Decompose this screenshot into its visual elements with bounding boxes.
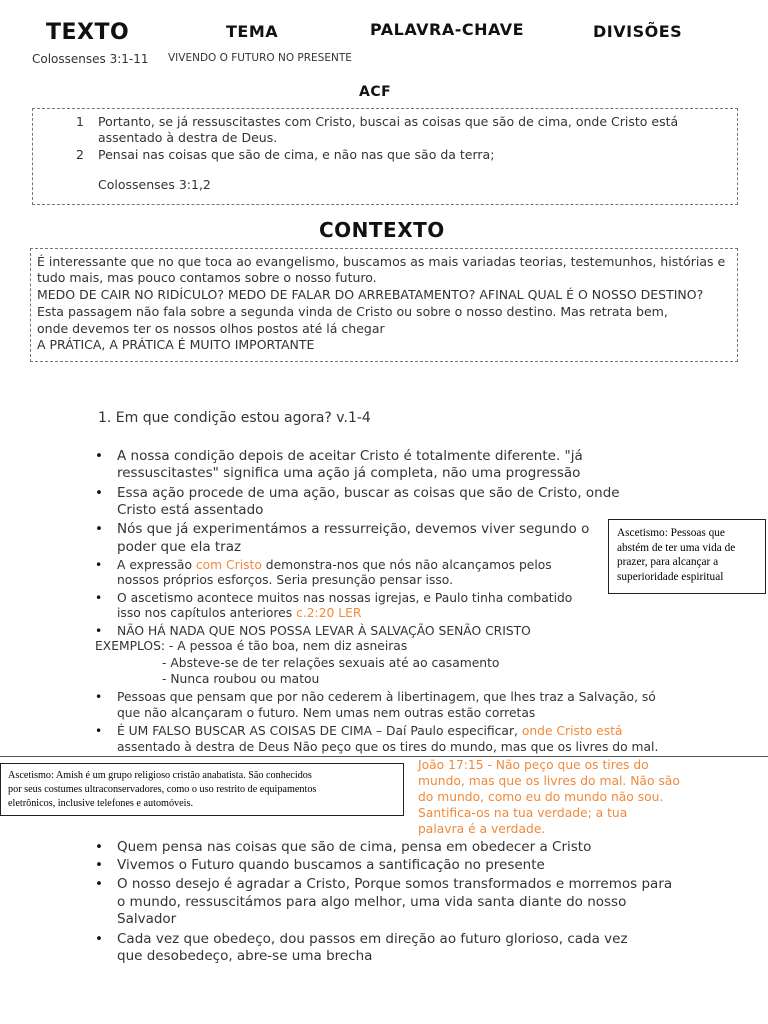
note-left-line: eletrônicos, inclusive telefones e automóveis. xyxy=(8,798,194,809)
header-divisoes: DIVISÕES xyxy=(593,22,683,41)
note-right-line: abstém de ter uma vida de xyxy=(617,541,736,554)
joao-line: Santifica-os na tua verdade; a tua xyxy=(418,806,628,820)
bullet-condicao-cont: ressuscitastes" significa uma ação já completa, não uma progressão xyxy=(117,465,581,481)
note-right-line: superioridade espiritual xyxy=(617,570,724,583)
joao-line: João 17:15 - Não peço que os tires do xyxy=(418,758,649,772)
contexto-line: É interessante que no que toca ao evangelismo, buscamos as mais variadas teorias, testemunhos, histórias e xyxy=(37,254,726,269)
bullet-santificacao: • Vivemos o Futuro quando buscamos a santificação no presente xyxy=(117,857,545,874)
header-tema-valor: VIVENDO O FUTURO NO PRESENTE xyxy=(168,52,352,64)
note-right-line: Ascetismo: Pessoas que xyxy=(617,527,725,539)
note-right-line: prazer, para alcançar a xyxy=(617,556,719,568)
bullet-expressao-cont: nossos próprios esforços. Seria presunção pensar isso. xyxy=(117,573,454,587)
note-left-line: Ascetismo: Amish é um grupo religioso cristão anabatista. São conhecidos xyxy=(8,770,312,781)
verse-1-line-b: assentado à destra de Deus. xyxy=(98,130,278,145)
bullet-ascetismo-cont xyxy=(117,606,361,621)
falso-buscar-highlight: onde Cristo está xyxy=(521,724,623,738)
bullet-agradar-cont-2: Salvador xyxy=(117,911,177,927)
note-left-line: por seus costumes ultraconservadores, como o uso restrito de equipamentos xyxy=(8,784,317,795)
note-joao-17-15 xyxy=(418,757,680,837)
bullet-obedeco: • Cada vez que obedeço, dou passos em direção ao futuro glorioso, cada vez xyxy=(117,931,628,948)
bullet-ressurreicao: • Nós que já experimentámos a ressurreição, devemos viver segundo o xyxy=(117,521,589,538)
bullet-libertinagem-cont: que não alcançaram o futuro. Nem umas nem outras estão corretas xyxy=(117,706,536,720)
section-1-heading: 1. Em que condição estou agora? v.1-4 xyxy=(98,410,371,426)
verse-2-number: 2 xyxy=(76,147,84,162)
expressao-pre: A expressão xyxy=(117,558,196,572)
bullet-obedeco-cont: que desobedeço, abre-se uma brecha xyxy=(117,948,373,964)
bullet-agradar: • O nosso desejo é agradar a Cristo, Porque somos transformados e morremos para xyxy=(117,876,672,893)
header-tema: TEMA xyxy=(226,22,279,41)
acf-reference: Colossenses 3:1,2 xyxy=(98,177,211,192)
bullet-acao: • Essa ação procede de uma ação, buscar as coisas que são de Cristo, onde xyxy=(117,485,620,502)
bullet-ressurreicao-cont: poder que ela traz xyxy=(117,539,242,555)
bullet-falso-buscar xyxy=(117,724,622,739)
header-texto: TEXTO xyxy=(46,20,130,45)
acf-title: ACF xyxy=(359,84,392,100)
expressao-highlight: com Cristo xyxy=(195,558,262,572)
note-ascetismo-definicao xyxy=(608,519,766,594)
falso-buscar-pre: É UM FALSO BUSCAR AS COISAS DE CIMA – Daí Paulo especificar, xyxy=(117,724,522,738)
note-ascetismo-amish xyxy=(0,763,404,816)
contexto-line: Esta passagem não fala sobre a segunda vinda de Cristo ou sobre o nosso destino. Mas retrata bem, xyxy=(37,304,668,319)
joao-line: do mundo, como eu do mundo não sou. xyxy=(418,790,664,804)
ascetismo-cont-pre: isso nos capítulos anteriores xyxy=(117,606,297,620)
joao-line: mundo, mas que os livres do mal. Não são xyxy=(418,774,680,788)
exemplos-line-2: - Absteve-se de ter relações sexuais até ao casamento xyxy=(162,656,500,670)
contexto-title: CONTEXTO xyxy=(319,218,445,242)
bullet-libertinagem: • Pessoas que pensam que por não cederem à libertinagem, que lhes traz a Salvação, só xyxy=(117,690,656,705)
acf-box xyxy=(32,108,738,205)
verse-1-number: 1 xyxy=(76,114,84,129)
bullet-acao-cont: Cristo está assentado xyxy=(117,502,264,518)
bullet-expressao xyxy=(117,558,552,573)
contexto-line: tudo mais, mas pouco contamos sobre o nosso futuro. xyxy=(37,270,377,285)
ascetismo-ref-link: c.2:20 LER xyxy=(296,606,362,620)
header-palavra-chave: PALAVRA-CHAVE xyxy=(370,20,525,39)
contexto-line: MEDO DE CAIR NO RIDÍCULO? MEDO DE FALAR DO ARREBATAMENTO? AFINAL QUAL É O NOSSO DESTINO? xyxy=(37,287,704,302)
contexto-box xyxy=(30,248,738,362)
exemplos-line-1: EXEMPLOS: - A pessoa é tão boa, nem diz asneiras xyxy=(95,639,408,653)
bullet-falso-buscar-cont: assentado à destra de Deus Não peço que os tires do mundo, mas que os livres do mal. xyxy=(117,740,659,754)
exemplos-line-3: - Nunca roubou ou matou xyxy=(162,672,320,686)
bullet-obedecer: • Quem pensa nas coisas que são de cima, pensa em obedecer a Cristo xyxy=(117,839,591,856)
header-referencia: Colossenses 3:1-11 xyxy=(32,52,149,66)
verse-1-line-a: Portanto, se já ressuscitastes com Cristo, buscai as coisas que são de cima, onde Cristo está xyxy=(98,114,679,129)
bullet-ascetismo: • O ascetismo acontece muitos nas nossas igrejas, e Paulo tinha combatido xyxy=(117,591,572,606)
contexto-line: onde devemos ter os nossos olhos postos até lá chegar xyxy=(37,321,385,336)
expressao-post: demonstra-nos que nós não alcançamos pelos xyxy=(261,558,552,572)
bullet-condicao: • A nossa condição depois de aceitar Cristo é totalmente diferente. "já xyxy=(117,448,583,465)
bullet-salvacao: • NÃO HÁ NADA QUE NOS POSSA LEVAR À SALVAÇÃO SENÃO CRISTO xyxy=(117,624,531,639)
joao-line: palavra é a verdade. xyxy=(418,822,546,836)
contexto-line: A PRÁTICA, A PRÁTICA É MUITO IMPORTANTE xyxy=(37,337,315,352)
verse-2-text: Pensai nas coisas que são de cima, e não nas que são da terra; xyxy=(98,147,495,162)
bullet-agradar-cont-1: o mundo, ressuscitámos para algo melhor, uma vida santa diante do nosso xyxy=(117,894,627,910)
